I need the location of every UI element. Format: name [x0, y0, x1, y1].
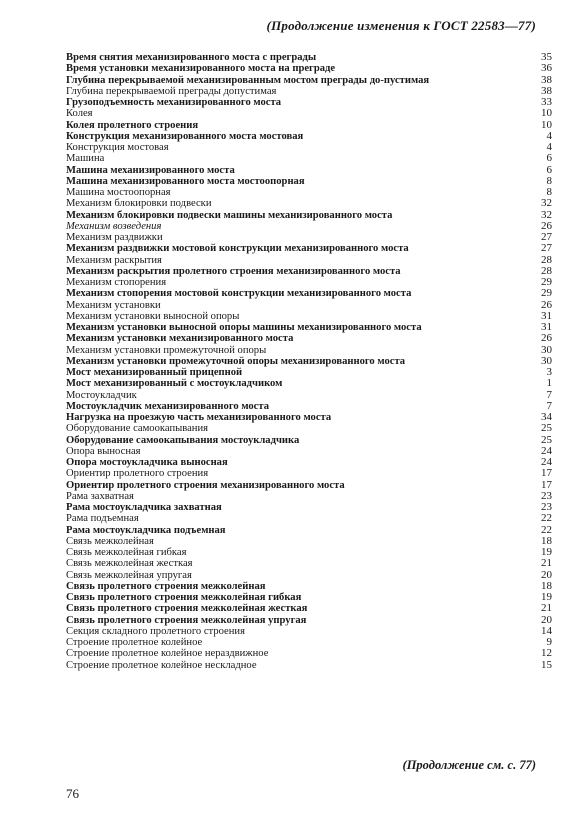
page-header: (Продолжение изменения к ГОСТ 22583—77)	[266, 18, 536, 33]
index-entry-page: 19	[541, 546, 552, 558]
index-entry-page: 14	[541, 624, 552, 637]
index-entry-page: 32	[541, 208, 552, 221]
index-entry	[66, 243, 552, 254]
index-entry-page: 25	[541, 422, 552, 435]
index-entry-page: 1	[546, 377, 552, 390]
index-entry-term: Ориентир пролетного строения	[66, 468, 209, 480]
index-entry	[66, 266, 552, 277]
index-entry	[66, 446, 552, 457]
index-entry-term: Механизм установки механизированного моста	[66, 333, 294, 345]
index-entry-term: Механизм раскрытия пролетного строения механизированного моста	[66, 265, 401, 277]
index-entry-page: 10	[541, 107, 552, 120]
index-entry-page: 21	[541, 602, 552, 615]
index-entry-page: 26	[541, 219, 552, 232]
index-entry-term: Механизм раздвижки	[66, 232, 163, 243]
index-entry-page: 29	[541, 287, 552, 300]
index-entry	[66, 592, 552, 603]
index-entry-page: 10	[541, 118, 552, 131]
index-entry-page: 33	[541, 96, 552, 108]
index-entry-page: 35	[541, 51, 552, 63]
index-entry-term: Связь межколейная упругая	[66, 569, 192, 581]
index-entry-page: 6	[546, 163, 552, 176]
index-entry-term: Колея пролетного строения	[66, 119, 199, 131]
index-entry-page: 27	[541, 242, 552, 255]
index-entry	[66, 86, 552, 97]
index-entry	[66, 333, 552, 344]
index-entry	[66, 176, 552, 187]
index-entry-term: Рама мостоукладчика подъемная	[66, 524, 226, 536]
index-entry	[66, 356, 552, 367]
index-entry	[66, 457, 552, 468]
index-entry-term: Связь пролетного строения межколейная гибкая	[66, 592, 302, 603]
index-entry	[66, 288, 552, 299]
index-entry	[66, 142, 552, 153]
index-entry-term: Машина механизированного моста мостоопорная	[66, 175, 305, 187]
index-entry	[66, 491, 552, 502]
index-entry-term: Механизм блокировки подвески	[66, 198, 212, 210]
index-entry-page: 28	[541, 264, 552, 277]
index-entry	[66, 502, 552, 513]
index-entry	[66, 423, 552, 434]
index-entry	[66, 558, 552, 569]
index-entry-page: 21	[541, 557, 552, 570]
index-entry-term: Рама подъемная	[66, 513, 139, 525]
index-entry	[66, 513, 552, 524]
index-entry-page: 36	[541, 62, 552, 75]
index-entry-page: 25	[541, 433, 552, 446]
index-entry-term: Оборудование самоокапывания мостоукладчика	[66, 434, 300, 446]
index-entry-page: 31	[541, 309, 552, 322]
index-entry-term: Машина механизированного моста	[66, 164, 235, 176]
index-entry	[66, 648, 552, 659]
index-entry-term: Оборудование самоокапывания	[66, 423, 209, 435]
index-entry-page: 6	[546, 152, 552, 165]
index-entry	[66, 322, 552, 333]
index-entry-term: Нагрузка на проезжую часть механизированного моста	[66, 412, 332, 423]
index-entry-page: 15	[541, 658, 552, 671]
index-entry	[66, 210, 552, 221]
index-entry	[66, 131, 552, 142]
index-entry-term: Время установки механизированного моста на преграде	[66, 63, 336, 75]
index-entry-term: Конструкция механизированного моста мостовая	[66, 130, 304, 142]
index-entry-page: 27	[541, 231, 552, 243]
index-entry	[66, 120, 552, 131]
index-entry	[66, 581, 552, 592]
index-entry-page: 34	[541, 411, 552, 423]
index-entry-page: 7	[546, 399, 552, 412]
index-entry-page: 8	[546, 174, 552, 187]
index-entry	[66, 480, 552, 491]
index-entry	[66, 97, 552, 108]
index-entry	[66, 626, 552, 637]
index-entry-term: Механизм установки промежуточной опоры механизированного моста	[66, 355, 406, 367]
index-entry-page: 23	[541, 501, 552, 513]
index-entry-term: Машина	[66, 153, 105, 165]
index-entry	[66, 378, 552, 389]
index-entry	[66, 536, 552, 547]
index-entry-page: 30	[541, 343, 552, 356]
index-entry-page: 26	[541, 298, 552, 311]
index-entry-page: 29	[541, 276, 552, 288]
index-entry-term: Механизм стопорения мостовой конструкции механизированного моста	[66, 288, 412, 300]
index-entry-page: 4	[546, 129, 552, 142]
index-entry-page: 32	[541, 197, 552, 210]
index-entry-term: Грузоподъемность механизированного моста	[66, 97, 282, 108]
index-entry-term: Механизм блокировки подвески машины механизированного моста	[66, 209, 393, 221]
index-entry	[66, 603, 552, 614]
index-entry	[66, 63, 552, 74]
index-entry-term: Механизм возведения	[66, 220, 162, 232]
index-entry-page: 17	[541, 467, 552, 480]
index-entry-term: Строение пролетное колейное нескладное	[66, 659, 257, 671]
index-entry-term: Механизм раскрытия	[66, 254, 162, 266]
index-entry	[66, 277, 552, 288]
index-entry-term: Глубина перекрываемой преграды допустимая	[66, 85, 277, 97]
index-entry-page: 7	[546, 388, 552, 401]
index-entry-page: 24	[541, 456, 552, 468]
index-entry-term: Механизм установки выносной опоры машины механизированного моста	[66, 322, 422, 333]
index-entry	[66, 401, 552, 412]
index-entry	[66, 570, 552, 581]
index-entry	[66, 637, 552, 648]
index-entry	[66, 615, 552, 626]
index-entry-term: Секция складного пролетного строения	[66, 625, 245, 637]
index-entry-page: 22	[541, 512, 552, 525]
index-entry-term: Строение пролетное колейное	[66, 637, 203, 648]
index-list	[66, 52, 552, 671]
index-entry-term: Конструкция мостовая	[66, 142, 169, 153]
index-entry-page: 22	[541, 523, 552, 536]
index-entry	[66, 221, 552, 232]
index-entry	[66, 345, 552, 356]
index-entry	[66, 198, 552, 209]
index-entry-page: 18	[541, 579, 552, 592]
index-entry	[66, 390, 552, 401]
index-entry-term: Рама мостоукладчика захватная	[66, 502, 222, 513]
index-entry-page: 31	[541, 321, 552, 333]
index-entry	[66, 108, 552, 119]
index-entry-term: Механизм установки	[66, 299, 161, 311]
index-entry	[66, 300, 552, 311]
index-entry-term: Связь пролетного строения межколейная жесткая	[66, 603, 308, 615]
index-entry-term: Опора выносная	[66, 445, 141, 457]
index-entry-page: 12	[541, 647, 552, 660]
index-entry-term: Механизм установки промежуточной опоры	[66, 344, 267, 356]
index-entry	[66, 468, 552, 479]
index-entry-page: 4	[546, 141, 552, 153]
index-entry-term: Механизм раздвижки мостовой конструкции механизированного моста	[66, 243, 409, 255]
index-entry	[66, 311, 552, 322]
index-entry-term: Связь пролетного строения межколейная упругая	[66, 614, 307, 626]
continuation-note: (Продолжение см. с. 77)	[402, 758, 536, 772]
index-entry-page: 38	[541, 73, 552, 86]
index-entry-page: 3	[546, 366, 552, 378]
index-entry	[66, 232, 552, 243]
index-entry	[66, 435, 552, 446]
index-entry-term: Мостоукладчик механизированного моста	[66, 400, 270, 412]
index-entry-page: 18	[541, 534, 552, 547]
index-entry	[66, 165, 552, 176]
index-entry-page: 20	[541, 568, 552, 581]
index-entry-page: 8	[546, 186, 552, 198]
index-entry-term: Мост механизированный прицепной	[66, 367, 243, 378]
index-entry	[66, 75, 552, 86]
index-entry-page: 30	[541, 354, 552, 367]
index-entry-term: Время снятия механизированного моста с преграды	[66, 52, 317, 63]
index-entry-page: 38	[541, 84, 552, 97]
index-entry-term: Мостоукладчик	[66, 389, 137, 401]
index-entry-page: 24	[541, 444, 552, 457]
index-entry-term: Глубина перекрываемой механизированным мостом преграды до-пустимая	[66, 74, 430, 86]
index-entry-term: Ориентир пролетного строения механизированного моста	[66, 479, 345, 491]
index-entry	[66, 153, 552, 164]
index-entry	[66, 660, 552, 671]
index-entry-page: 9	[546, 636, 552, 648]
index-entry-page: 26	[541, 332, 552, 345]
index-entry-term: Связь межколейная	[66, 535, 154, 547]
index-entry	[66, 187, 552, 198]
index-entry-term: Машина мостоопорная	[66, 187, 171, 198]
index-entry-term: Мост механизированный с мостоукладчиком	[66, 378, 283, 390]
index-entry	[66, 547, 552, 558]
index-entry-term: Связь межколейная гибкая	[66, 547, 187, 558]
index-entry-page: 20	[541, 613, 552, 626]
index-entry-page: 23	[541, 489, 552, 502]
page-number: 76	[66, 786, 79, 801]
index-entry-page: 19	[541, 591, 552, 603]
index-entry-term: Механизм стопорения	[66, 277, 167, 288]
index-entry-term: Рама захватная	[66, 490, 134, 502]
index-entry-term: Связь межколейная жесткая	[66, 558, 193, 570]
index-entry	[66, 367, 552, 378]
index-entry-term: Колея	[66, 108, 93, 120]
index-entry-term: Механизм установки выносной опоры	[66, 310, 240, 322]
index-entry-page: 17	[541, 478, 552, 491]
index-entry-term: Строение пролетное колейное нераздвижное	[66, 648, 269, 660]
index-entry	[66, 52, 552, 63]
index-entry-page: 28	[541, 253, 552, 266]
index-entry-term: Опора мостоукладчика выносная	[66, 457, 228, 468]
index-entry	[66, 525, 552, 536]
index-entry	[66, 255, 552, 266]
index-entry-term: Связь пролетного строения межколейная	[66, 580, 266, 592]
index-entry	[66, 412, 552, 423]
